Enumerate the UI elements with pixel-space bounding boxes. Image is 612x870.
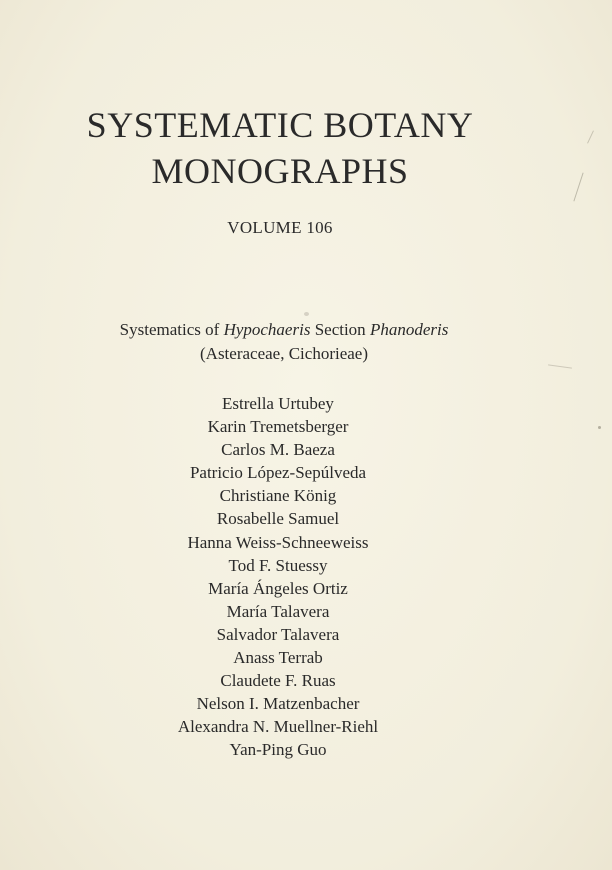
work-title-part-2: Section (310, 320, 370, 339)
author-list (0, 392, 556, 762)
author-name: Estrella Urtubey (222, 394, 334, 413)
paper-speck (587, 130, 594, 143)
author-name: Yan-Ping Guo (229, 740, 327, 760)
work-title-line-2: (Asteraceae, Cichorieae) (200, 344, 368, 363)
series-title-line-1: SYSTEMATIC BOTANY (86, 105, 474, 145)
author-name: Rosabelle Samuel (216, 509, 340, 529)
author-name: Anass Terrab (233, 648, 323, 668)
author-name: Hanna Weiss-Schneeweiss (187, 532, 369, 552)
series-title (0, 102, 560, 194)
paper-speck (573, 173, 583, 202)
series-title-line-2: MONOGRAPHS (151, 151, 409, 191)
author-name: Tod F. Stuessy (228, 555, 328, 575)
paper-speck (304, 312, 309, 316)
work-title-section: Phanoderis (369, 320, 449, 339)
work-title-line-1 (0, 318, 568, 342)
author-name: Carlos M. Baeza (221, 440, 335, 460)
work-title-genus: Hypochaeris (223, 320, 311, 339)
author-name: Karin Tremetsberger (207, 417, 349, 437)
volume-number: VOLUME 106 (227, 218, 333, 237)
author-name: María Ángeles Ortiz (208, 578, 348, 598)
work-title (0, 318, 568, 366)
author-name: Christiane König (219, 486, 337, 506)
author-name: Claudete F. Ruas (220, 671, 336, 691)
author-name: María Talavera (226, 601, 330, 621)
author-name: Patricio López-Sepúlveda (189, 463, 367, 483)
work-title-part-1: Systematics of (119, 320, 224, 339)
author-name: Alexandra N. Muellner-Riehl (177, 717, 379, 737)
author-name: Salvador Talavera (216, 624, 340, 644)
author-name: Nelson I. Matzenbacher (196, 694, 360, 714)
paper-speck (598, 426, 601, 429)
